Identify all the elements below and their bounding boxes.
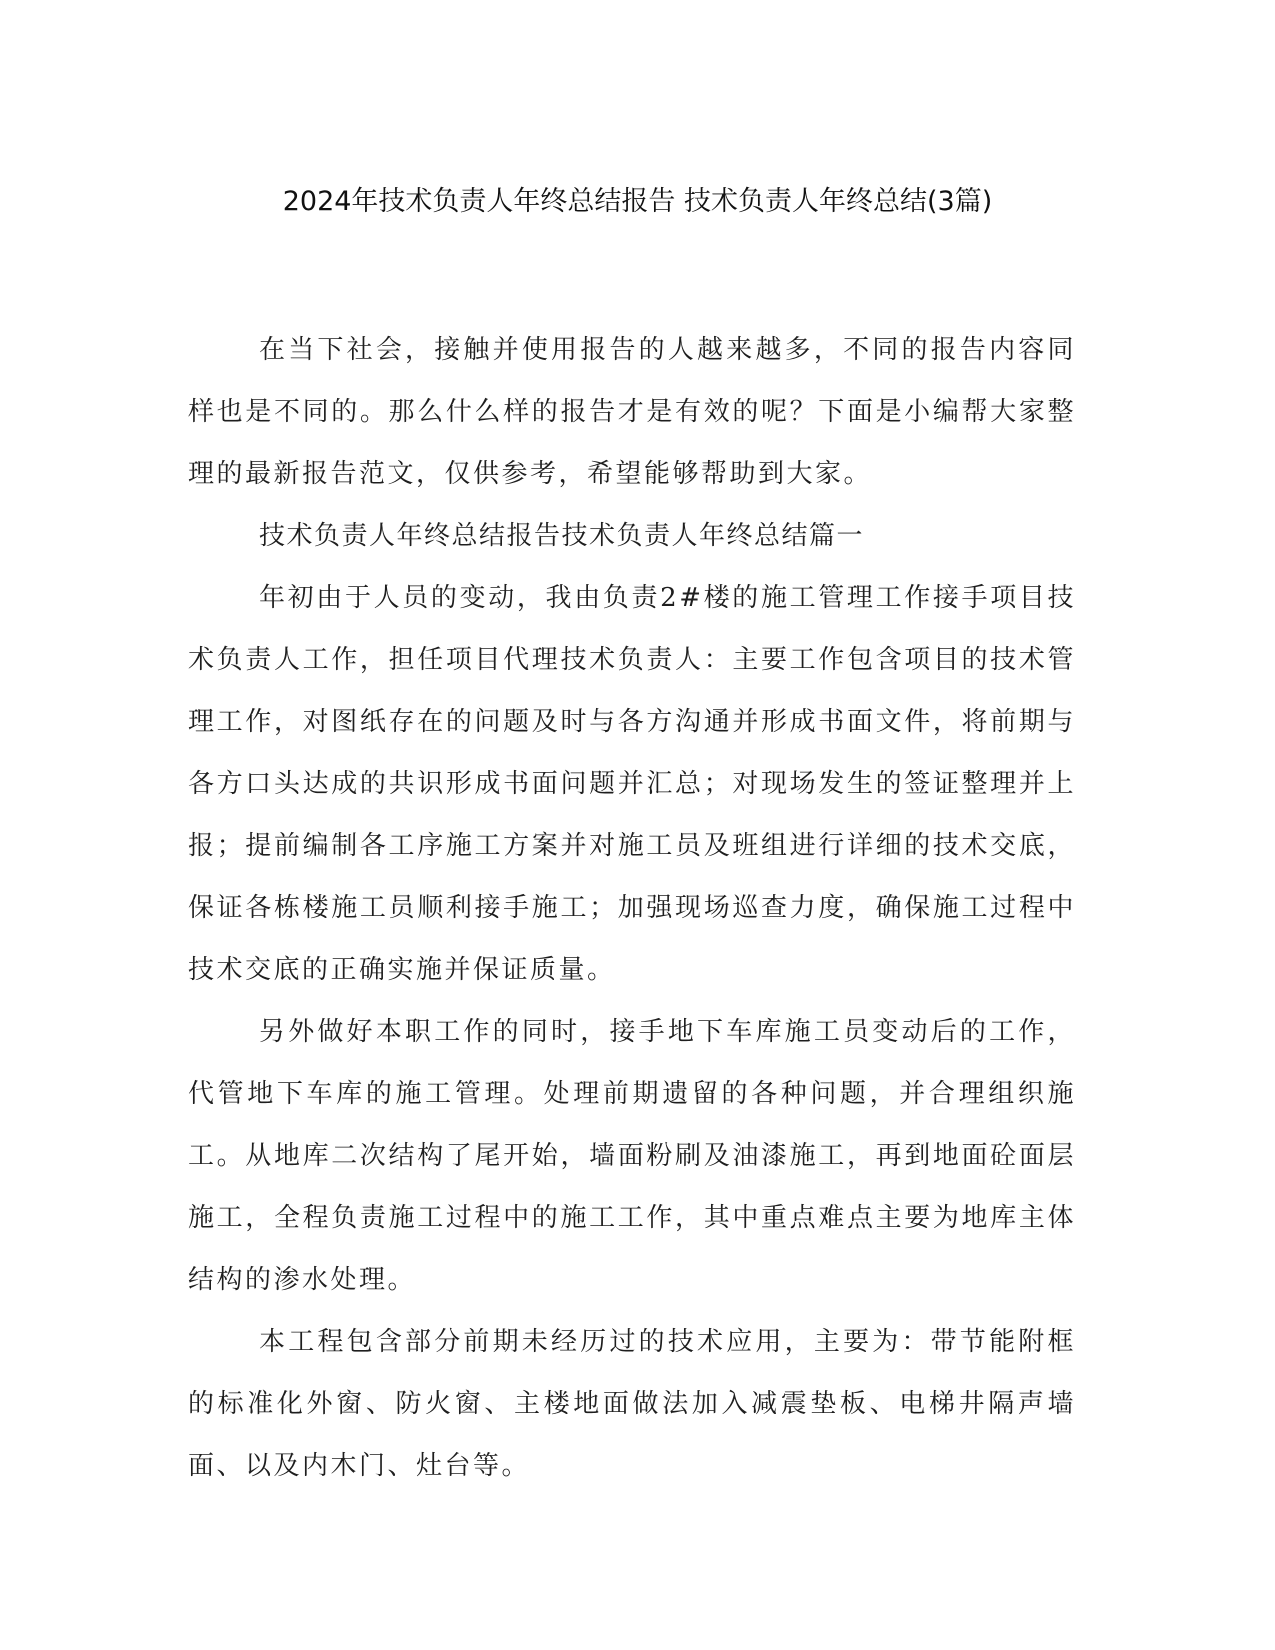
body-paragraph: 本工程包含部分前期未经历过的技术应用，主要为：带节能附框的标准化外窗、防火窗、主楼地面做法加入减震垫板、电梯井隔声墙面、以及内木门、灶台等。: [188, 1327, 1076, 1481]
body-paragraph: 另外做好本职工作的同时，接手地下车库施工员变动后的工作，代管地下车库的施工管理。处理前期遗留的各种问题，并合理组织施工。从地库二次结构了尾开始，墙面粉刷及油漆施工，再到地面砼面层施工，全程负责施工过程中的施工工作，其中重点难点主要为地库主体结构的渗水处理。: [188, 1017, 1076, 1295]
section-heading: 技术负责人年终总结报告技术负责人年终总结篇一: [259, 521, 865, 551]
intro-paragraph: 在当下社会，接触并使用报告的人越来越多，不同的报告内容同样也是不同的。那么什么样的报告才是有效的呢？下面是小编帮大家整理的最新报告范文，仅供参考，希望能够帮助到大家。: [188, 335, 1076, 489]
document-title: 2024年技术负责人年终总结报告 技术负责人年终总结(3篇): [282, 186, 993, 217]
document-body: [188, 319, 1076, 1497]
body-paragraph: 年初由于人员的变动，我由负责2#楼的施工管理工作接手项目技术负责人工作，担任项目代理技术负责人：主要工作包含项目的技术管理工作，对图纸存在的问题及时与各方沟通并形成书面文件，将前期与各方口头达成的共识形成书面问题并汇总；对现场发生的签证整理并上报；提前编制各工序施工方案并对施工员及班组进行详细的技术交底，保证各栋楼施工员顺利接手施工；加强现场巡查力度，确保施工过程中技术交底的正确实施并保证质量。: [188, 583, 1076, 985]
